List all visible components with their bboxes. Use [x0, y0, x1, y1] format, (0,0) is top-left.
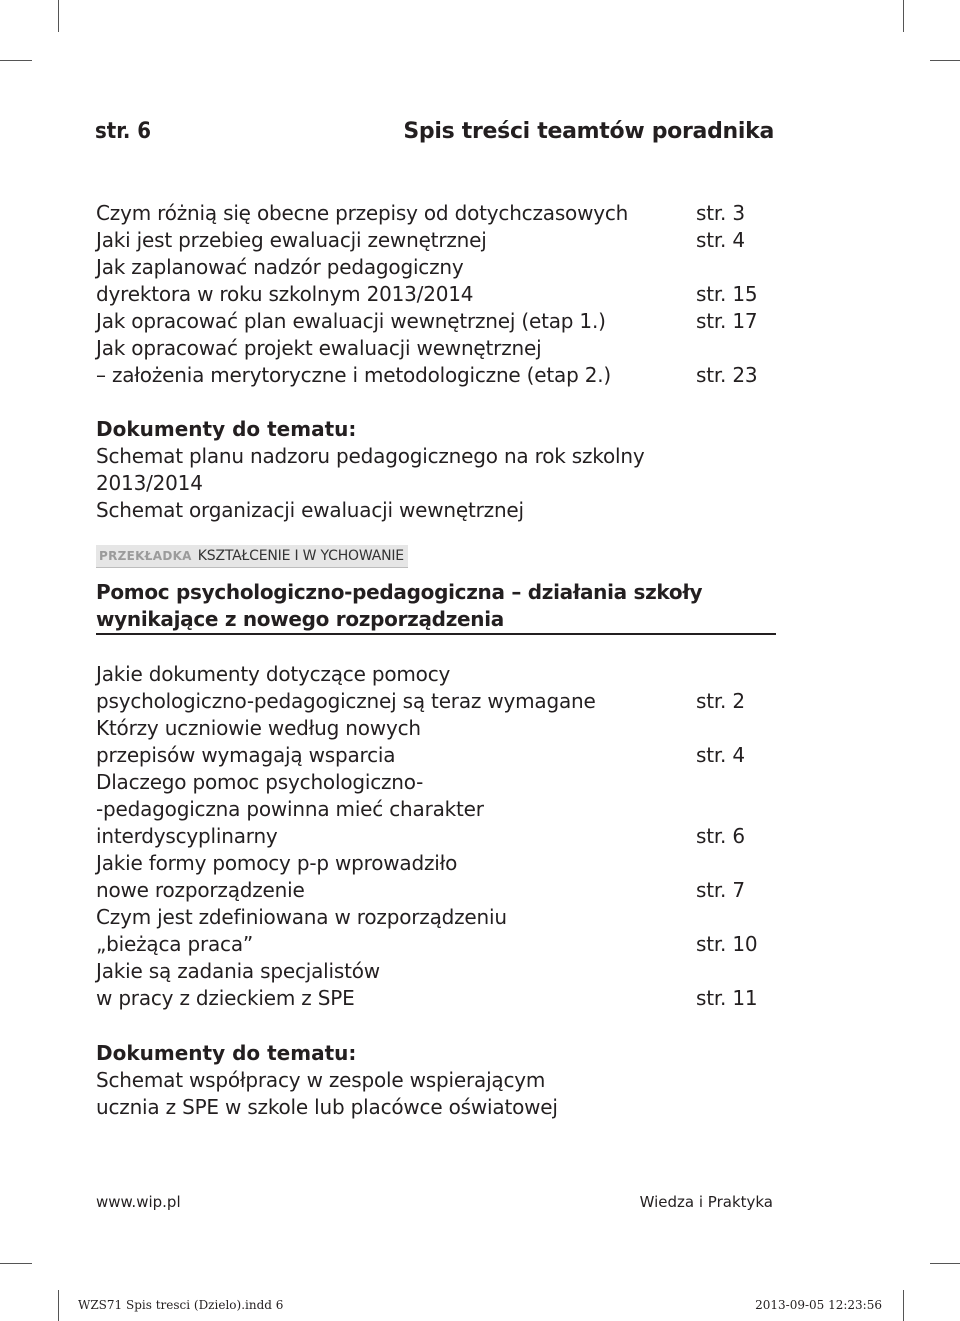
- section-tag: [96, 545, 408, 568]
- toc-entry-page: str. 7: [696, 878, 745, 902]
- document-line: Schemat organizacji ewaluacji wewnętrznej: [96, 498, 524, 522]
- toc-entry-page: str. 10: [696, 932, 758, 956]
- toc-entry-title: -pedagogiczna powinna mieć charakter: [96, 797, 484, 821]
- toc-entry-title: Jak opracować plan ewaluacji wewnętrznej (etap 1.): [96, 309, 606, 333]
- toc-entry: [96, 661, 776, 688]
- toc-entry-title: „bieżąca praca”: [96, 932, 254, 956]
- toc-entry: [96, 254, 776, 281]
- toc-entry-page: str. 23: [696, 363, 758, 387]
- toc-entry: [96, 742, 776, 769]
- toc-entry-title: dyrektora w roku szkolnym 2013/2014: [96, 282, 474, 306]
- footer-url: www.wip.pl: [96, 1193, 181, 1211]
- toc-entry: [96, 904, 776, 931]
- toc-entry: [96, 958, 776, 985]
- toc-entry-title: – założenia merytoryczne i metodologiczne (etap 2.): [96, 363, 612, 387]
- toc-entry: [96, 362, 776, 389]
- crop-mark: [58, 0, 59, 32]
- toc-entry-title: Jaki jest przebieg ewaluacji zewnętrznej: [96, 228, 487, 252]
- toc-entry-page: str. 15: [696, 282, 758, 306]
- toc-entry: [96, 335, 776, 362]
- toc-entry-title: Którzy uczniowie według nowych: [96, 716, 421, 740]
- toc-entry: [96, 715, 776, 742]
- document-line: ucznia z SPE w szkole lub placówce oświatowej: [96, 1095, 558, 1119]
- toc-entry-page: str. 2: [696, 689, 745, 713]
- toc-entry-title: Jakie dokumenty dotyczące pomocy: [96, 662, 451, 686]
- toc-entry: [96, 688, 776, 715]
- print-slug-file: WZS71 Spis tresci (Dzielo).indd 6: [78, 1298, 284, 1312]
- toc-entry: [96, 985, 776, 1012]
- toc-entry: [96, 200, 776, 227]
- toc-entry-page: str. 17: [696, 309, 758, 333]
- toc-entry: [96, 796, 776, 823]
- toc-entry-title: Jakie są zadania specjalistów: [96, 959, 380, 983]
- toc-entry-page: str. 6: [696, 824, 745, 848]
- toc-entry: [96, 227, 776, 254]
- crop-mark: [930, 60, 960, 61]
- title-rule: [96, 633, 776, 635]
- toc-entry-page: str. 4: [696, 228, 745, 252]
- toc-entry-title: Jak opracować projekt ewaluacji wewnętrznej: [96, 336, 542, 360]
- crop-mark: [930, 1263, 960, 1264]
- crop-mark: [903, 1290, 904, 1321]
- page-title: Spis treści teamtów poradnika: [403, 119, 774, 144]
- toc-entry-title: nowe rozporządzenie: [96, 878, 305, 902]
- toc-entry: [96, 769, 776, 796]
- toc-entry-page: str. 11: [696, 986, 758, 1010]
- document-line: 2013/2014: [96, 471, 203, 495]
- toc-entry-title: interdyscyplinarny: [96, 824, 278, 848]
- toc-entry-title: Czym różnią się obecne przepisy od dotychczasowych: [96, 201, 629, 225]
- toc-entry-title: Jak zaplanować nadzór pedagogiczny: [96, 255, 464, 279]
- toc-entry-title: Jakie formy pomocy p-p wprowadziło: [96, 851, 458, 875]
- toc-entry: [96, 281, 776, 308]
- toc-entry-page: str. 3: [696, 201, 745, 225]
- toc-list-1: [96, 200, 776, 389]
- document-line: Schemat współpracy w zespole wspierającym: [96, 1068, 546, 1092]
- documents-label: Dokumenty do tematu:: [96, 1041, 357, 1065]
- tag-value: KSZTAŁCENIE I W YCHOWANIE: [197, 548, 404, 564]
- crop-mark: [0, 1263, 32, 1264]
- tag-kicker: PRZEKŁADKA: [99, 549, 192, 563]
- toc-entry-title: Czym jest zdefiniowana w rozporządzeniu: [96, 905, 507, 929]
- footer-publisher: Wiedza i Praktyka: [639, 1193, 773, 1211]
- toc-entry-title: Dlaczego pomoc psychologiczno-: [96, 770, 424, 794]
- toc-list-2: [96, 661, 776, 1012]
- toc-entry-title: przepisów wymagają wsparcia: [96, 743, 396, 767]
- toc-entry: [96, 931, 776, 958]
- toc-entry: [96, 308, 776, 335]
- documents-section-1: [96, 416, 776, 524]
- toc-entry-title: w pracy z dzieckiem z SPE: [96, 986, 355, 1010]
- crop-mark: [58, 1290, 59, 1321]
- documents-section-2: [96, 1040, 776, 1121]
- toc-entry: [96, 823, 776, 850]
- print-slug-date: 2013-09-05 12:23:56: [755, 1298, 882, 1312]
- crop-mark: [0, 60, 32, 61]
- section-title: Pomoc psychologiczno-pedagogiczna – działania szkoły wynikające z nowego rozporządzenia: [96, 580, 703, 631]
- toc-entry-page: str. 4: [696, 743, 745, 767]
- toc-entry: [96, 850, 776, 877]
- crop-mark: [903, 0, 904, 32]
- toc-entry: [96, 877, 776, 904]
- document-line: Schemat planu nadzoru pedagogicznego na rok szkolny: [96, 444, 645, 468]
- toc-entry-title: psychologiczno-pedagogicznej są teraz wymagane: [96, 689, 596, 713]
- documents-label: Dokumenty do tematu:: [96, 417, 357, 441]
- page-number: str. 6: [95, 119, 152, 144]
